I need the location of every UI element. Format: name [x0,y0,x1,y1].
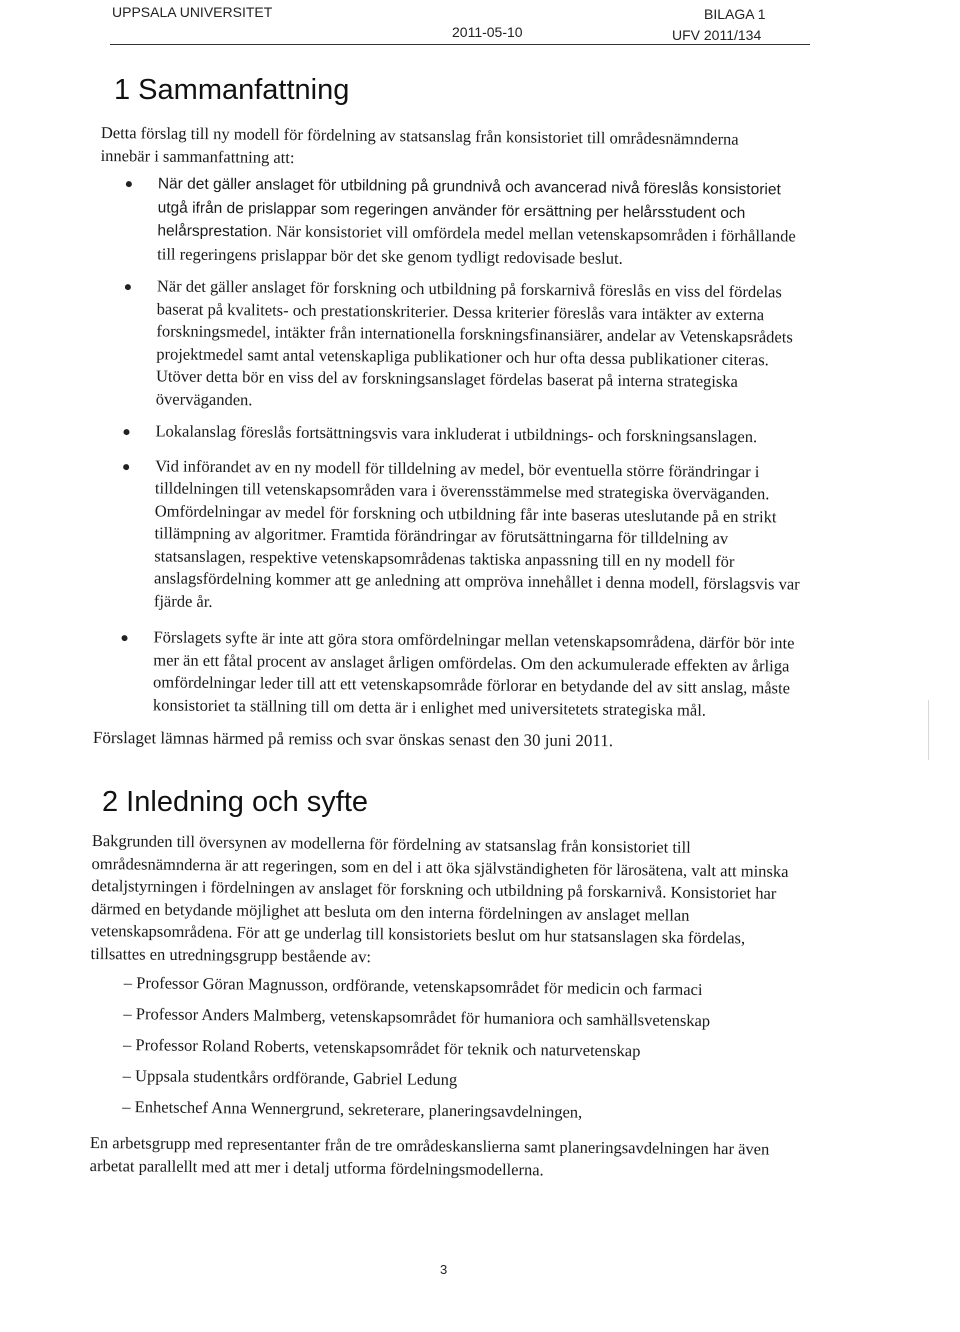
list-item: – Professor Anders Malmberg, vetenskapsområdet för humaniora och samhällsvetenskap [123,1003,711,1031]
list-item: – Enhetschef Anna Wennergrund, sekreterare, planeringsavdelningen, [122,1096,583,1122]
header-reference: UFV 2011/134 [672,27,762,43]
page-number: 3 [440,1262,448,1277]
introduction-paragraph: Bakgrunden till översynen av modellerna för fördelning av statsanslag från konsistoriet till områdesnämnderna är att regeringen, som en del i att öka självständigheten för lärosätena, valt att minska detaljstyrningen i fördelningen av anslaget för forskning och utbildning på forskarnivå. Konsistoriet har därmed en betydande möjlighet att besluta om den interna fördelningen av anslaget mellan vetenskapsområdena. För att ge underlag till konsistoriets beslut om hur statsanslagen ska fördelas, tillsattes en utredningsgrupp bestående av: [90,830,789,966]
bullet-icon [123,429,129,435]
header-date: 2011-05-10 [452,24,523,40]
summary-bullet [115,626,806,723]
list-item: – Uppsala studentkårs ordförande, Gabriel Ledung [122,1065,458,1090]
summary-bullet-list [115,172,810,723]
bullet-text: Vid införandet av en ny modell för tilldelning av medel, bör eventuella större förändringar i tilldelningen till vetenskapsområden vara i överensstämmelse med strategiska överväganden. Omfördelningar av medel för forskning och utbildning får inte baseras uteslutande på en strikt tillämpning av algoritmer. Framtida förändringar av förutsättningarna för tilldelning av statsanslagen, respektive vetenskapsområdenas taktiska anpassning till en ny modell för anslagsfördelning kommer att ge anledning att ompröva innehållet i denna modell, förslagsvis var fjärde år. [153,455,800,611]
bullet-icon [121,635,127,641]
bullet-text: Lokalanslag föreslås fortsättningsvis vara inkluderat i utbildnings- och forskningsanslagen. [155,421,758,447]
bullet-text: När konsistoriet vill omfördela medel mellan vetenskapsområden i förhållande till regeringens prislappar bör det ske genom tydligt redovisade beslut. [157,221,796,268]
header-attachment: BILAGA 1 [704,6,766,22]
summary-intro: Detta förslag till ny modell för fördelning av statsanslag från konsistoriet till områdesnämnderna innebär i sammanfattning att: [100,122,739,167]
scan-margin-mark [928,700,929,760]
committee-member-list [122,972,804,1135]
list-item: – Professor Roland Roberts, vetenskapsområdet för teknik och naturvetenskap [122,1034,641,1061]
working-group-paragraph: En arbetsgrupp med representanter från de tre områdeskanslierna samt planeringsavdelningen har även arbetat parallellt med att mer i detalj utforma fördelningsmodellerna. [89,1133,770,1179]
bullet-text: När det gäller anslaget för utbildning på grundnivå och avancerad nivå föreslås konsistoriet utgå ifrån de prislappar som regeringen använder för ersättning per helårsstudent och helårsprestation. [157,175,781,241]
summary-bullet [117,420,807,449]
bullet-icon [125,284,131,290]
section-heading-introduction: 2 Inledning och syfte [102,786,369,818]
summary-bullet [119,172,810,272]
bullet-icon [126,181,132,187]
header-divider [110,44,810,45]
bullet-icon [123,464,129,470]
summary-bullet [116,454,807,618]
summary-bullet [118,275,809,417]
section-heading-summary: 1 Sammanfattning [114,74,350,106]
bullet-text: Förslagets syfte är inte att göra stora omfördelningar mellan vetenskapsområdena, därför bör inte mer än ett fåtal procent av anslaget årligen omfördelas. Om den ackumulerade effekten av årliga omfördelningar leder till att ett vetenskapsområde förlorar en betydande del av sitt anslag, måste konsistoriet ta ställning till om detta är i enlighet med universitetets strategiska mål. [152,627,795,720]
bullet-text: När det gäller anslaget för forskning och utbildning på forskarnivå föreslås en viss del fördelas baserat på kvalitets- och prestationskriterier. Dessa kriterier föreslås vara intäkter av externa forskningsmedel, intäkter från internationella forskningsfinansiärer, andelar av Vetenskapsrådets projektmedel samt antal vetenskapliga publikationer och hur ofta dessa publikationer citeras. Utöver detta bör en viss del av forskningsanslaget fördelas baserat på interna strategiska överväganden. [155,276,793,409]
list-item: – Professor Göran Magnusson, ordförande, vetenskapsområdet för medicin och farmaci [123,972,703,1000]
header-university: UPPSALA UNIVERSITET [112,4,273,20]
summary-closing: Förslaget lämnas härmed på remiss och svar önskas senast den 30 juni 2011. [92,728,614,751]
